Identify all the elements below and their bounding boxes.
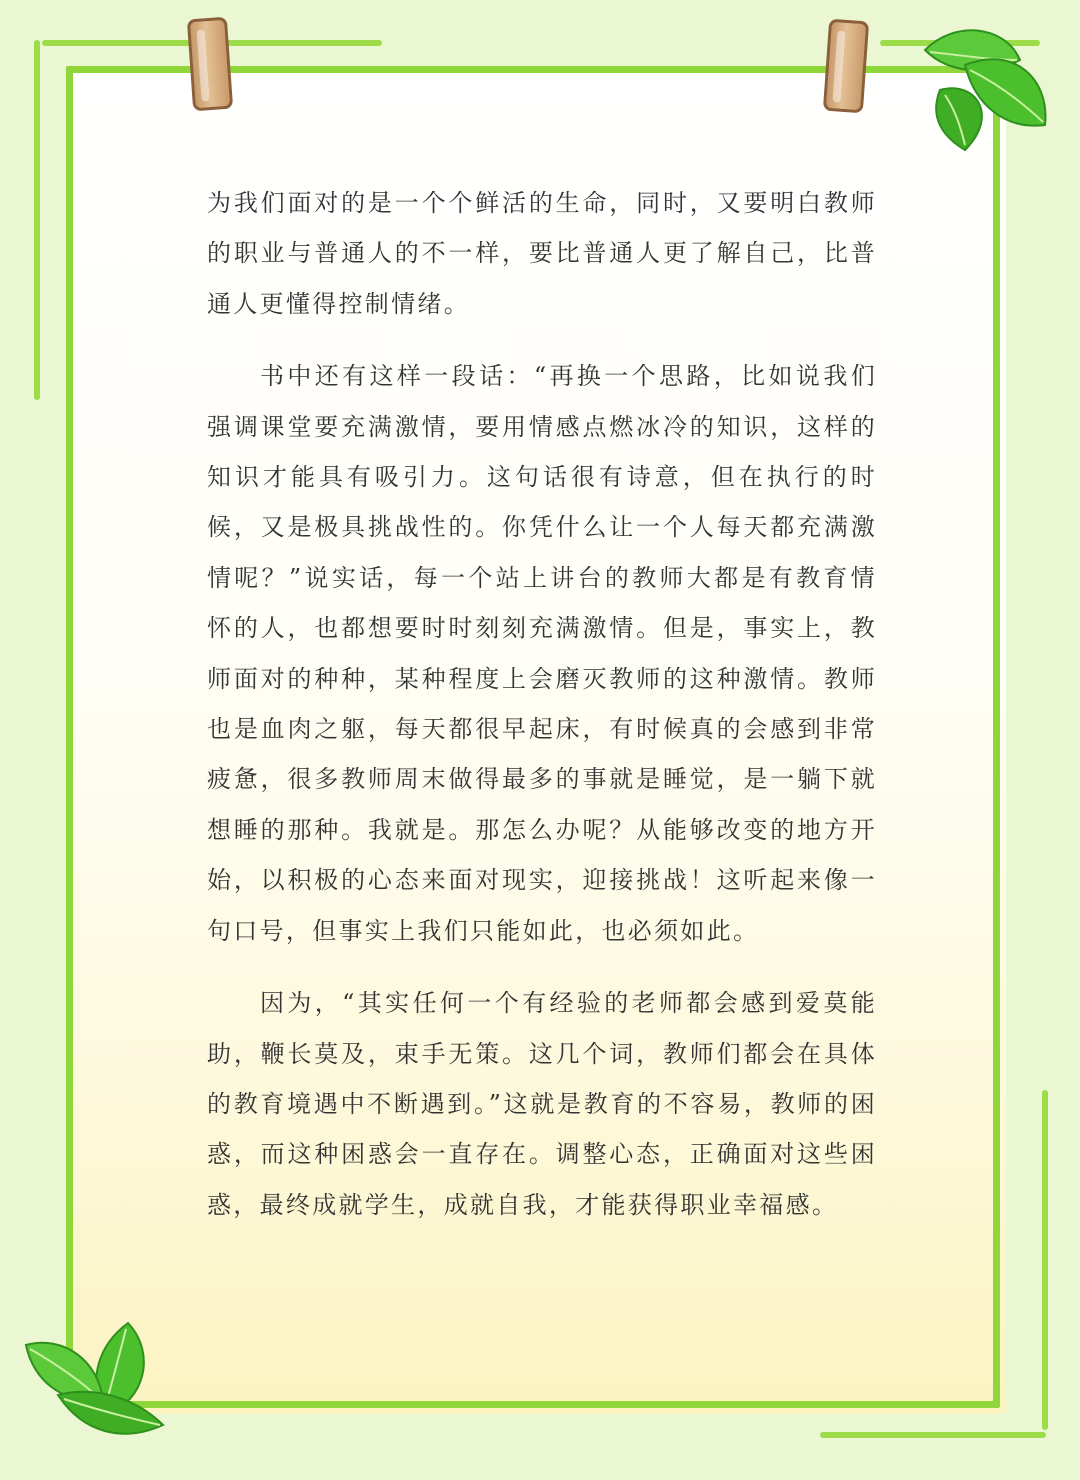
wooden-pin-icon	[187, 17, 233, 112]
leaf-cluster-icon	[905, 20, 1055, 155]
frame-line-left	[34, 40, 40, 400]
wooden-pin-icon	[823, 19, 869, 114]
frame-line-bottom-right	[820, 1432, 1046, 1438]
paragraph-2: 书中还有这样一段话：“再换一个思路，比如说我们强调课堂要充满激情，要用情感点燃冰冷的知识，这样的知识才能具有吸引力。这句话很有诗意，但在执行的时候，又是极具挑战性的。你凭什么让一个人每天都充满激情呢？”说实话，每一个站上讲台的教师大都是有教育情怀的人，也都想要时时刻刻充满激情。但是，事实上，教师面对的种种，某种程度上会磨灭教师的这种激情。教师也是血肉之躯，每天都很早起床，有时候真的会感到非常疲惫，很多教师周末做得最多的事就是睡觉，是一躺下就想睡的那种。我就是。那怎么办呢？从能够改变的地方开始，以积极的心态来面对现实，迎接挑战！这听起来像一句口号，但事实上我们只能如此，也必须如此。	[207, 362, 877, 945]
frame-line-right-bottom	[1042, 1090, 1048, 1430]
paragraph-3: 因为，“其实任何一个有经验的老师都会感到爱莫能助，鞭长莫及，束手无策。这几个词，教师们都会在具体的教育境遇中不断遇到。”这就是教育的不容易，教师的困惑，而这种困惑会一直存在。调整心态，正确面对这些困惑，最终成就学生，成就自我，才能获得职业幸福感。	[207, 989, 877, 1219]
leaf-cluster-icon	[18, 1315, 168, 1445]
article-body	[207, 178, 877, 1252]
paragraph-1: 为我们面对的是一个个鲜活的生命，同时，又要明白教师的职业与普通人的不一样，要比普通人更了解自己，比普通人更懂得控制情绪。	[207, 189, 877, 318]
